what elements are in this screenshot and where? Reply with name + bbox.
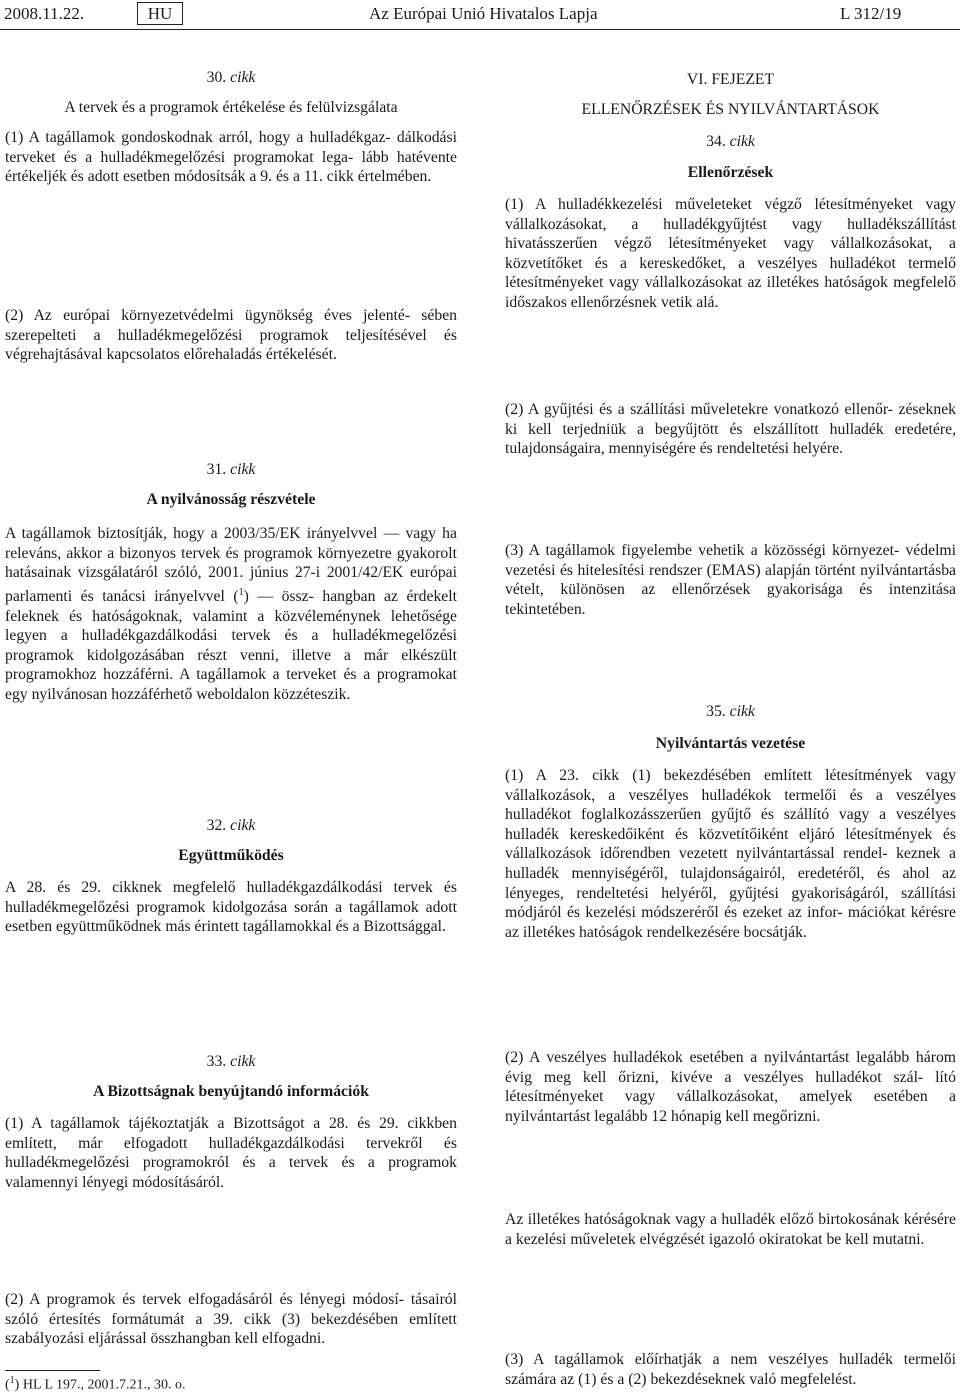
article-31-number: 31. cikk xyxy=(206,461,256,478)
chapter-label: VI. FEJEZET xyxy=(686,71,775,88)
article-35-paragraph-3: Az illetékes hatóságoknak vagy a hulladék előző birtokosának kérésére a kezelési műveletek elvégzését igazoló okiratokat be kell mutatni. xyxy=(505,1211,956,1248)
article-35-paragraph-2: (2) A veszélyes hulladékok esetében a nyilvántartást legalább három évig meg kell őrizni, kivéve a veszélyes hulladékot szál- lító létesítményeket vagy vállalkozásokat, amelyek esetében a nyilvántartást legalább 12 hónapig kell megőrizni. xyxy=(505,1049,956,1125)
article-34-title: Ellenőrzések xyxy=(687,164,774,181)
language-badge: HU xyxy=(137,2,183,25)
article-31-title: A nyilvánosság részvétele xyxy=(146,491,316,508)
header-rule xyxy=(0,29,960,30)
footnote: ($^1$) HL L 197., 2001.7.21., 30. o. xyxy=(5,1375,186,1393)
article-33-title: A Bizottságnak benyújtandó információk xyxy=(93,1083,369,1100)
article-34-paragraph-1: (1) A hulladékkezelési műveleteket végző létesítményeket vagy vállalkozásokat, a hulladékgyűjtést vagy hulladékszállítást hivatásszerűen végző létesítményeket vagy vállalkozásokat, a közvetítőket és a kereskedőket, a veszélyes hulladékot termelő létesítményeket vagy vállalkozásokat az illetékes hatóságok megfelelő időszakos ellenőrzésnek vetik alá. xyxy=(505,196,956,311)
article-32-number: 32. cikk xyxy=(206,817,256,834)
journal-title: Az Európai Unió Hivatalos Lapja xyxy=(369,4,598,23)
journal-header xyxy=(0,0,960,30)
article-30-title: A tervek és a programok értékelése és felülvizsgálata xyxy=(64,99,398,116)
article-35-paragraph-4: (3) A tagállamok előírhatják a nem veszélyes hulladék termelői számára az (1) és a (2) bekezdéseknek való megfelelést. xyxy=(505,1351,956,1388)
article-30-paragraph-2: (2) Az európai környezetvédelmi ügynökség éves jelenté- sében szerepelteti a hulladékmegelőzési programok teljesítésével és végrehajtásával kapcsolatos előrehaladás értékelését. xyxy=(5,307,457,364)
article-32-title: Együttműködés xyxy=(178,847,284,864)
article-30-number: 30. cikk xyxy=(206,69,256,86)
article-35-paragraph-1: (1) A 23. cikk (1) bekezdésében említett létesítmények vagy vállalkozások, a veszélyes hulladékok termelői és a veszélyes hulladékot foglalkozásszerűen gyűjtő és szállító vagy a veszélyes hulladék kereskedőiként és közvetítőiként eljáró létesítmények és vállalkozások időrendben vezetett nyilvántartással rendel- keznek a hulladék mennyiségéről, tulajdonságairól, eredetéről, és ahol az lényeges, rendeltetési helyéről, gyűjtési gyakoriságáról, szállítási módjáról és kezelési módszeréről és ezeket az infor- mációkat kérésre az illetékes hatóságok rendelkezésére bocsátják. xyxy=(505,767,956,941)
article-34-paragraph-3: (3) A tagállamok figyelembe vehetik a közösségi környezet- védelmi vezetési és hitelesítési rendszer (EMAS) alapján történt nyilvántartásba vételt, különösen az ellenőrzések gyakorisága és intenzitása tekintetében. xyxy=(505,542,956,618)
article-34-number: 34. cikk xyxy=(706,133,755,150)
article-33-paragraph-2: (2) A programok és tervek elfogadásáról és lényegi módosí- tásairól szóló értesítés formátumát a 39. cikk (3) bekezdésében említett szabályozási eljárással összhangban kell elfogadni. xyxy=(5,1291,457,1348)
footnote-reference[interactable]: 1 xyxy=(238,586,244,598)
article-34-paragraph-2: (2) A gyűjtési és a szállítási műveletekre vonatkozó ellenőr- zéseknek ki kell terjedniük a begyűjtött és elszállított hulladék eredetére, tulajdonságaira, mennyiségére és rendeltetési helyére. xyxy=(505,401,956,458)
article-30-paragraph-1: (1) A tagállamok gondoskodnak arról, hogy a hulladékgaz- dálkodási terveket és a hulladékmegelőzési programokat lega- lább hatévente értékeljék és adott esetben módosítsák a 9. és a 11. cikk értelmében. xyxy=(5,129,457,186)
article-33-number: 33. cikk xyxy=(206,1053,256,1070)
page-number: L 312/19 xyxy=(840,4,902,23)
article-35-number: 35. cikk xyxy=(706,703,755,720)
article-33-paragraph-1: (1) A tagállamok tájékoztatják a Bizottságot a 28. és 29. cikkben említett, már elfogadott hulladékgazdálkodási tervekről és hulladékmegelőzési programokról és a tervek és a programok valamennyi lényegi módosításáról. xyxy=(5,1115,457,1191)
footnote-rule xyxy=(5,1370,100,1371)
article-31-paragraph: A tagállamok biztosítják, hogy a 2003/35/EK irányelvvel — vagy ha releváns, akkor a bizonyos tervek és programok környezetre gyakorolt hatásainak vizsgálatáról szóló, 2001. június 27-i 2001/42/EK európai parlamenti és tanácsi irányelvvel ($^1$) — össz- hangban az érdekelt feleknek és hatóságoknak, valamint a közvéleménynek lehetősége legyen a hulladékgazdálkodási tervek és a hulladékmegelőzési programok kidolgozásában részt venni, illetve a már elkészült programokhoz hozzáférni. A tagállamok a terveket és a programokat egy nyilvánosan hozzáférhető weboldalon közzéteszik. xyxy=(5,525,457,703)
header-date: 2008.11.22. xyxy=(4,4,85,23)
chapter-title: ELLENŐRZÉSEK ÉS NYILVÁNTARTÁSOK xyxy=(581,101,880,118)
article-32-paragraph: A 28. és 29. cikknek megfelelő hulladékgazdálkodási tervek és hulladékmegelőzési programok kidolgozása során a tagállamok adott esetben együttműködnek más érintett tagállamokkal és a Bizottsággal. xyxy=(5,879,457,936)
article-35-title: Nyilvántartás vezetése xyxy=(655,735,806,752)
